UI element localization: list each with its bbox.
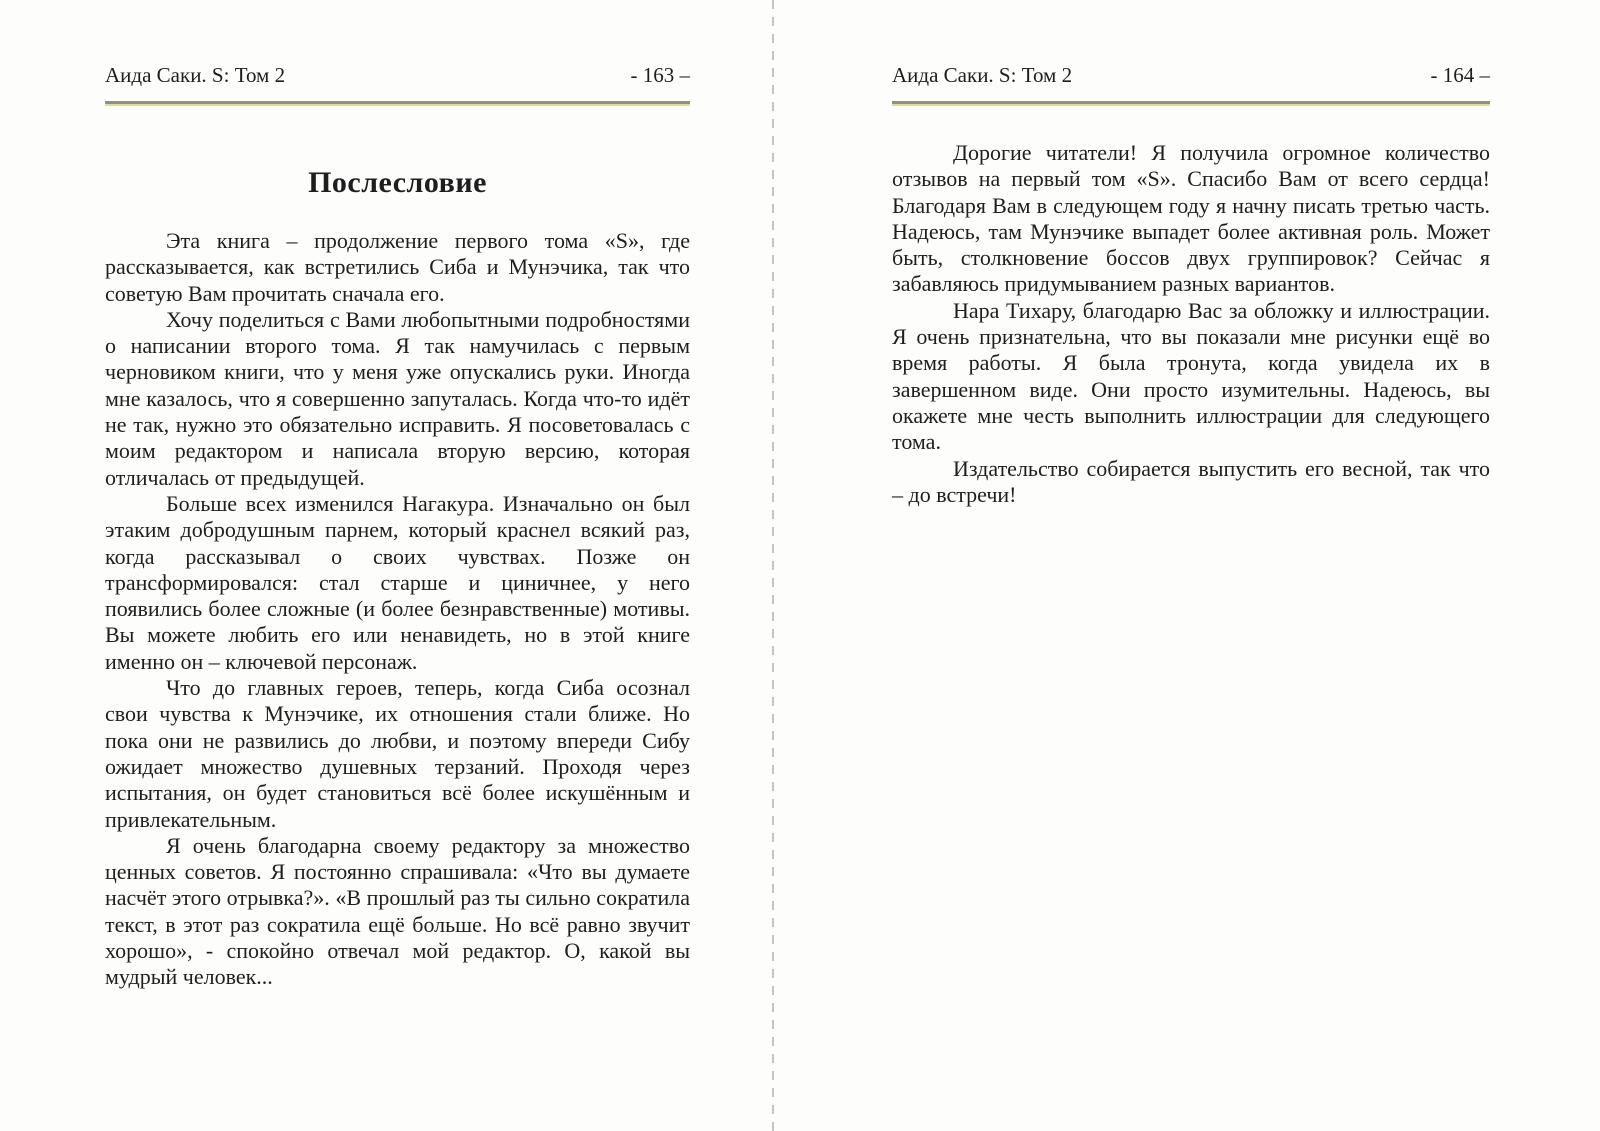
paragraph: Я очень благодарна своему редактору за множество ценных советов. Я постоянно спрашивала: «Что вы думаете насчёт этого отрывка?». «В прошлый раз ты сильно сократила текст, в этот раз сократила ещё больше. Но всё равно звучит хорошо», - спокойно отвечал мой редактор. О, какой вы мудрый человек... [105, 832, 690, 990]
paragraph: Дорогие читатели! Я получила огромное количество отзывов на первый том «S». Спасибо Вам от всего сердца! Благодаря Вам в следующем году я начну писать третью часть. Надеюсь, там Мунэчике выпадет более активная роль. Может быть, столкновение боссов двух группировок? Сейчас я забавляюсь придумыванием разных вариантов. [892, 140, 1490, 297]
running-title: Аида Саки. S: Том 2 [892, 63, 1073, 87]
page-164 [892, 0, 1490, 508]
header-rule [105, 101, 690, 106]
page-body-right [892, 140, 1490, 508]
page-header-right [892, 62, 1490, 88]
paragraph: Издательство собирается выпустить его весной, так что – до встречи! [892, 455, 1490, 507]
chapter-title: Послесловие [308, 166, 487, 199]
header-rule [892, 101, 1490, 106]
paragraph: Эта книга – продолжение первого тома «S», где рассказывается, как встретились Сиба и Мунэчика, так что советую Вам прочитать сначала его. [105, 228, 690, 306]
page-163 [105, 0, 690, 991]
running-title: Аида Саки. S: Том 2 [105, 63, 286, 87]
page-header-left [105, 62, 690, 88]
page-number: - 163 – [630, 63, 690, 87]
page-number: - 164 – [1430, 63, 1490, 87]
paragraph: Что до главных героев, теперь, когда Сиба осознал свои чувства к Мунэчике, их отношения стали ближе. Но пока они не развились до любви, и поэтому впереди Сибу ожидает множество душевных терзаний. Проходя через испытания, он будет становиться всё более искушённым и привлекательным. [105, 675, 690, 832]
page-body-left [105, 228, 690, 991]
page-divider [772, 0, 774, 1131]
paragraph: Нара Тихару, благодарю Вас за обложку и иллюстрации. Я очень признательна, что вы показали мне рисунки ещё во время работы. Я была тронута, когда увидела их в завершенном виде. Они просто изумительны. Надеюсь, вы окажете мне честь выполнить иллюстрации для следующего тома. [892, 297, 1490, 455]
paragraph: Хочу поделиться с Вами любопытными подробностями о написании второго тома. Я так намучилась с первым черновиком книги, что у меня уже опускались руки. Иногда мне казалось, что я совершенно запуталась. Когда что-то идёт не так, нужно это обязательно исправить. Я посоветовалась с моим редактором и написала вторую версию, которая отличалась от предыдущей. [105, 306, 690, 490]
paragraph: Больше всех изменился Нагакура. Изначально он был этаким добродушным парнем, который краснел всякий раз, когда рассказывал о своих чувствах. Позже он трансформировался: стал старше и циничнее, у него появились более сложные (и более безнравственные) мотивы. Вы можете любить его или ненавидеть, но в этой книге именно он – ключевой персонаж. [105, 490, 690, 674]
